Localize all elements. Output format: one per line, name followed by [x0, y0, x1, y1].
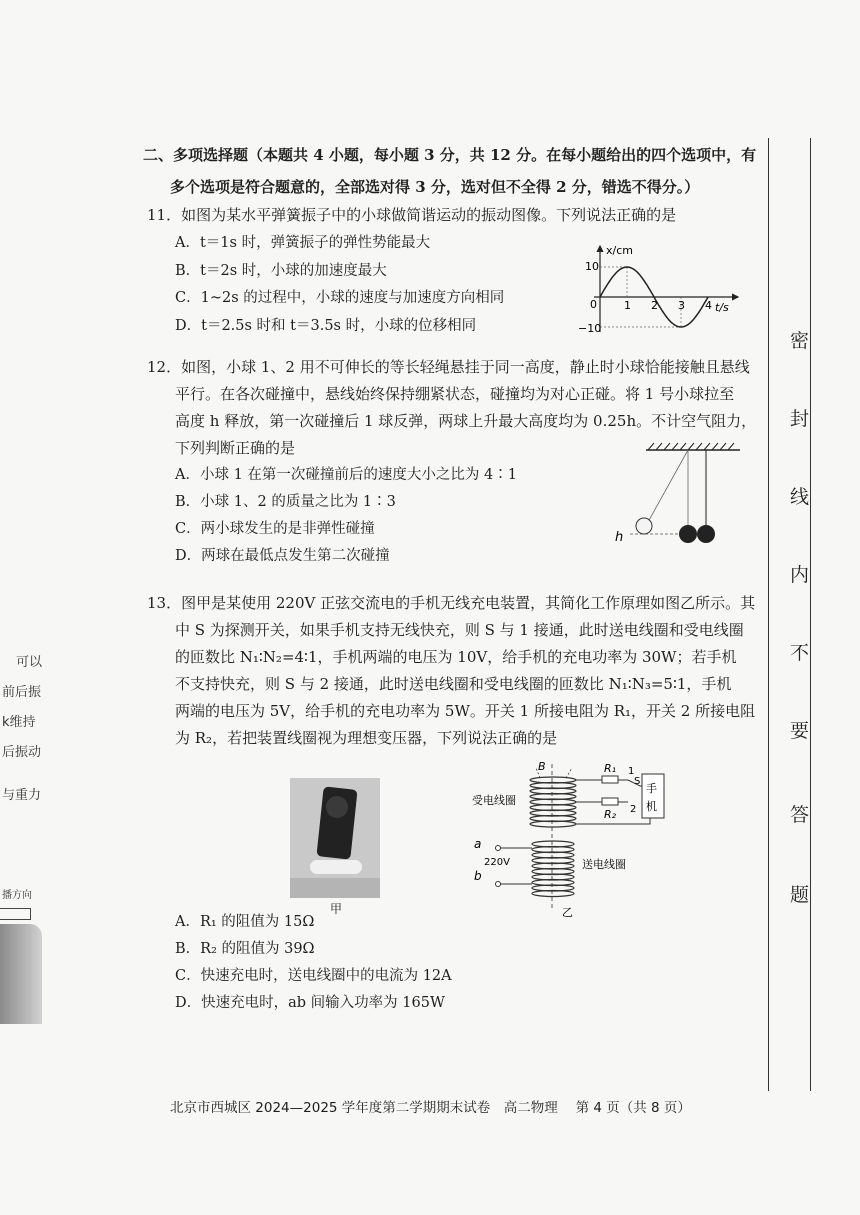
margin-fragment-1: 可以 — [16, 655, 43, 670]
q13-stem-line2: 中 S 为探测开关，如果手机支持无线快充，则 S 与 1 接通，此时送电线圈和受电线圈 — [175, 621, 744, 639]
terminal-b — [496, 882, 501, 887]
voltage-label: 220V — [484, 857, 510, 868]
seal-char-2: 封 — [790, 408, 810, 430]
q11-option-c: C．1~2s 的过程中，小球的速度与加速度方向相同 — [175, 290, 505, 306]
seal-char-6: 要 — [790, 720, 810, 742]
q13-option-d: D．快速充电时，ab 间输入功率为 165W — [175, 995, 445, 1011]
margin-figure-shadow — [0, 924, 42, 1024]
x-tick-1: 1 — [624, 299, 631, 312]
string-1-raised — [648, 450, 688, 522]
q12-option-b: B．小球 1、2 的质量之比为 1∶3 — [175, 494, 396, 510]
r1-label: R₁ — [604, 762, 617, 775]
margin-fragment-3: k维持 — [2, 715, 36, 730]
q11-option-d: D．t＝2.5s 时和 t＝3.5s 时，小球的位移相同 — [175, 318, 477, 334]
margin-fragment-6: 播方向 — [2, 890, 32, 901]
phone-label-1: 手 — [646, 782, 657, 795]
terminal-a-label: a — [474, 837, 482, 851]
r2-label: R₂ — [604, 808, 617, 821]
receiving-coil — [530, 777, 576, 827]
q11-vibration-graph — [570, 240, 745, 340]
height-label: h — [615, 530, 624, 545]
q11-stem: 11．如图为某水平弹簧振子中的小球做简谐运动的振动图像。下列说法正确的是 — [147, 206, 677, 224]
y-tick-top: 10 — [585, 260, 599, 273]
q12-stem-line4: 下列判断正确的是 — [175, 439, 296, 457]
q12-stem-line2: 平行。在各次碰撞中，悬线始终保持绷紧状态，碰撞均为对心正碰。将 1 号小球拉至 — [175, 385, 735, 403]
q12-stem-line3: 高度 h 释放，第一次碰撞后 1 球反弹，两球上升最大高度均为 0.25h。不计空气阻力， — [175, 412, 757, 430]
circuit-caption: 乙 — [562, 906, 573, 918]
ball-1-raised — [636, 518, 652, 534]
page-footer: 北京市西城区 2024—2025 学年度第二学期期末试卷 高二物理 第 4 页（共 8 页） — [170, 1100, 691, 1116]
sending-coil — [532, 841, 574, 897]
margin-fragment-4: 后振动 — [2, 745, 42, 760]
seal-line-inner — [768, 138, 769, 1091]
photo-table — [290, 878, 380, 898]
y-axis-label: x/cm — [606, 244, 633, 257]
charger-base-icon — [310, 860, 362, 874]
origin-label: 0 — [590, 298, 597, 311]
q13-circuit-diagram — [470, 758, 670, 918]
switch-s-label: S — [634, 776, 641, 787]
ceiling-hatch — [648, 443, 734, 450]
q13-option-b: B．R₂ 的阻值为 39Ω — [175, 941, 315, 957]
q13-stem-line3: 的匝数比 N₁∶N₂=4∶1，手机两端的电压为 10V，给手机的充电功率为 30W；若手机 — [175, 648, 737, 666]
photo-caption: 甲 — [330, 902, 343, 916]
q11-option-b: B．t＝2s 时，小球的加速度最大 — [175, 263, 387, 279]
q12-pendulum-figure — [610, 440, 745, 550]
recv-coil-label: 受电线圈 — [472, 794, 516, 807]
q12-option-d: D．两球在最低点发生第二次碰撞 — [175, 548, 390, 564]
section-title-line2: 多个选项是符合题意的，全部选对得 3 分，选对但不全得 2 分，错选不得分。） — [170, 178, 700, 196]
phone-screen-glow-icon — [326, 796, 348, 818]
charger-photo — [290, 778, 380, 898]
x-tick-3: 3 — [678, 299, 685, 312]
terminal-a — [496, 846, 501, 851]
ball-1 — [679, 525, 697, 543]
q13-stem-line4: 不支持快充，则 S 与 2 接通，此时送电线圈和受电线圈的匝数比 N₁∶N₃=5∶1，手机 — [175, 675, 732, 693]
section-title-line1: 二、多项选择题（本题共 4 小题，每小题 3 分，共 12 分。在每小题给出的四个选项中，有 — [143, 146, 757, 164]
q12-option-a: A．小球 1 在第一次碰撞前后的速度大小之比为 4∶1 — [175, 467, 517, 483]
seal-char-7: 答 — [790, 804, 810, 826]
resistor-r2 — [602, 798, 618, 805]
field-b-label: B — [538, 760, 546, 773]
q12-stem-line1: 12．如图，小球 1、2 用不可伸长的等长轻绳悬挂于同一高度，静止时小球恰能接触且悬线 — [147, 358, 750, 376]
margin-figure-edge — [0, 908, 31, 920]
seal-char-5: 不 — [790, 642, 810, 664]
seal-char-4: 内 — [790, 564, 810, 586]
q13-stem-line5: 两端的电压为 5V，给手机的充电功率为 5W。开关 1 所接电阻为 R₁，开关 2 所接电阻 — [175, 702, 756, 720]
margin-fragment-2: 前后振 — [2, 685, 42, 700]
ball-2 — [697, 525, 715, 543]
send-coil-label: 送电线圈 — [582, 858, 626, 871]
q12-option-c: C．两小球发生的是非弹性碰撞 — [175, 521, 375, 537]
terminal-b-label: b — [474, 869, 482, 883]
q13-stem-line6: 为 R₂，若把装置线圈视为理想变压器，下列说法正确的是 — [175, 729, 558, 747]
seal-line-outer — [810, 138, 811, 1091]
q11-option-a: A．t＝1s 时，弹簧振子的弹性势能最大 — [175, 235, 431, 251]
resistor-r1 — [602, 776, 618, 783]
x-axis-label: t/s — [715, 301, 729, 314]
x-tick-4: 4 — [705, 299, 712, 312]
q13-option-c: C．快速充电时，送电线圈中的电流为 12A — [175, 968, 452, 984]
seal-char-3: 线 — [790, 486, 810, 508]
seal-char-1: 密 — [790, 330, 810, 352]
margin-fragment-5: 与重力 — [2, 788, 42, 803]
y-tick-bottom: −10 — [578, 322, 602, 335]
x-tick-2: 2 — [651, 299, 658, 312]
contact-2-label: 2 — [630, 804, 637, 815]
q13-option-a: A．R₁ 的阻值为 15Ω — [175, 914, 315, 930]
contact-1-label: 1 — [628, 766, 635, 777]
q13-stem-line1: 13．图甲是某使用 220V 正弦交流电的手机无线充电装置，其简化工作原理如图乙所示。其 — [147, 594, 756, 612]
seal-char-8: 题 — [790, 884, 810, 906]
phone-label-2: 机 — [646, 800, 657, 813]
